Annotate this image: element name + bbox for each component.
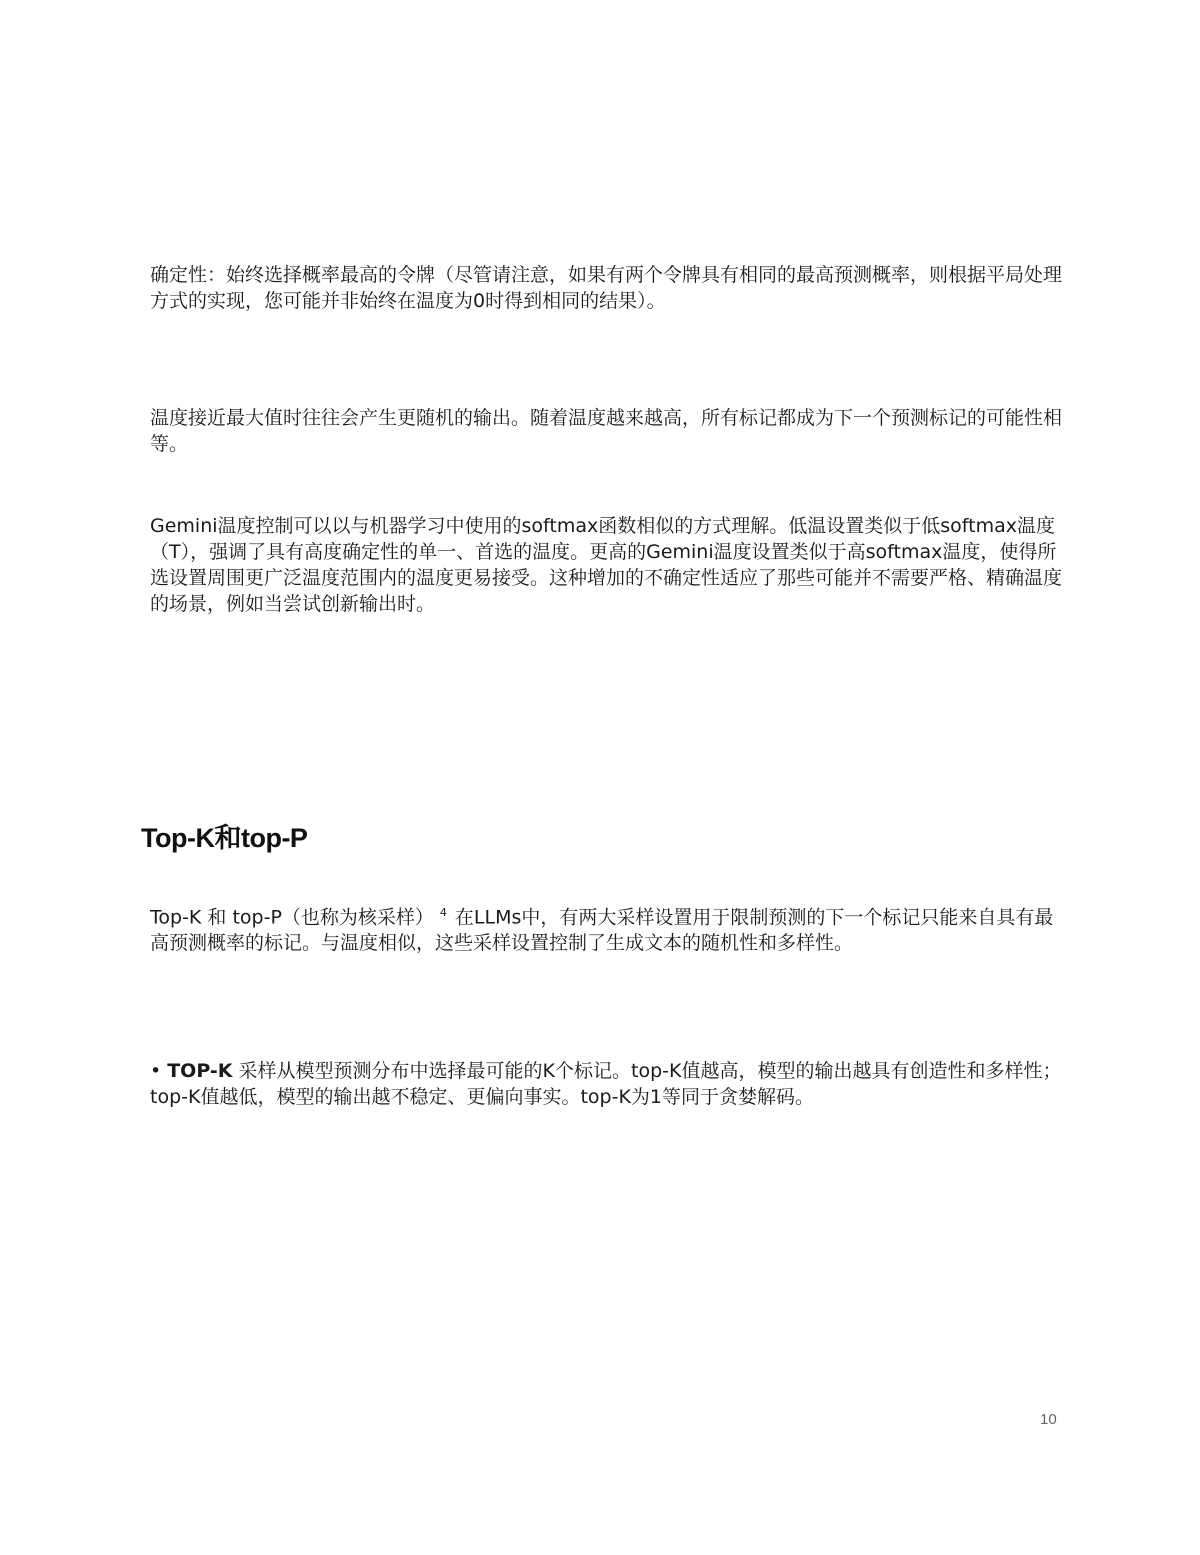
paragraph-gemini-temperature: Gemini温度控制可以以与机器学习中使用的softmax函数相似的方式理解。低温设置类似于低softmax温度（T），强调了具有高度确定性的单一、首选的温度。更高的Gemini温度设置类似于高softmax温度，使得所选设置周围更广泛温度范围内的温度更易接受。这种增加的不确定性适应了那些可能并不需要严格、精确温度的场景，例如当尝试创新输出时。 (150, 515, 1063, 615)
footnote-reference[interactable]: 4 (439, 906, 447, 919)
intro-text-before: Top-K 和 top-P（也称为核采样） (150, 906, 434, 929)
paragraph-deterministic: 确定性：始终选择概率最高的令牌（尽管请注意，如果有两个令牌具有相同的最高预测概率，则根据平局处理方式的实现，您可能并非始终在温度为0时得到相同的结果）。 (150, 264, 1063, 312)
bullet-text: 采样从模型预测分布中选择最可能的K个标记。top-K值越高，模型的输出越具有创造性和多样性；top-K值越低，模型的输出越不稳定、更偏向事实。top-K为1等同于贪婪解码。 (150, 1060, 1062, 1108)
bullet-marker: • (150, 1060, 162, 1082)
bullet-term: TOP-K (167, 1060, 233, 1082)
intro-text-after: 在LLMs中，有两大采样设置用于限制预测的下一个标记只能来自具有最高预测概率的标记。与温度相似，这些采样设置控制了生成文本的随机性和多样性。 (150, 906, 1054, 955)
section-heading: Top-K和top-P (141, 823, 308, 853)
page-number: 10 (1040, 1411, 1057, 1428)
paragraph-topk-topp-intro (150, 900, 1062, 956)
bullet-item-topk (150, 1058, 1062, 1110)
paragraph-high-temperature: 温度接近最大值时往往会产生更随机的输出。随着温度越来越高，所有标记都成为下一个预测标记的可能性相等。 (150, 407, 1063, 455)
